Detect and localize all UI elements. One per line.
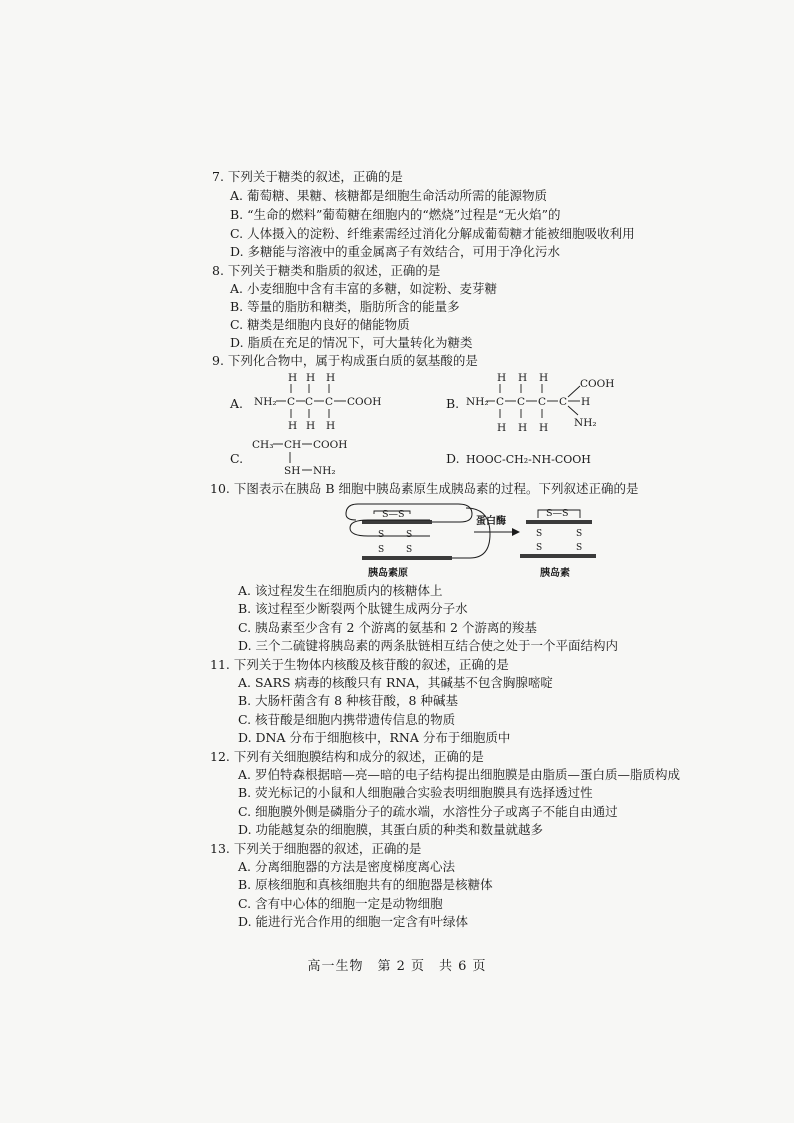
proinsulin-c-peptide-top bbox=[346, 504, 472, 522]
proinsulin-s1: S bbox=[378, 530, 385, 540]
fb-nh2-right: NH₂ bbox=[574, 417, 597, 429]
fa-h5: H bbox=[306, 420, 316, 432]
q13-option-b: B. 原核细胞和真核细胞共有的细胞器是核糖体 bbox=[238, 877, 493, 892]
fa-cooh: COOH bbox=[347, 396, 382, 408]
q9-option-a-label: A. bbox=[230, 396, 244, 411]
q13-stem: 13. 下列关于细胞器的叙述，正确的是 bbox=[210, 841, 422, 856]
q13-option-c: C. 含有中心体的细胞一定是动物细胞 bbox=[238, 896, 443, 911]
page-footer: 高一生物 第 2 页 共 6 页 bbox=[307, 959, 487, 974]
q7-option-b: B. “生命的燃料”葡萄糖在细胞内的“燃烧”过程是“无火焰”的 bbox=[230, 207, 561, 222]
q12-stem: 12. 下列有关细胞膜结构和成分的叙述，正确的是 bbox=[210, 749, 484, 764]
fb-h3: H bbox=[539, 372, 549, 384]
fc-cooh: COOH bbox=[313, 439, 348, 451]
q10-proinsulin-diagram bbox=[340, 500, 600, 580]
proinsulin-s3: S bbox=[406, 530, 413, 540]
q7-option-d: D. 多糖能与溶液中的重金属离子有效结合，可用于净化污水 bbox=[230, 244, 561, 259]
q10-stem: 10. 下图表示在胰岛 B 细胞中胰岛素原生成胰岛素的过程。下列叙述正确的是 bbox=[210, 481, 639, 496]
fb-c1: C bbox=[496, 396, 505, 408]
proinsulin-s4: S bbox=[406, 545, 413, 555]
q8-option-c: C. 糖类是细胞内良好的储能物质 bbox=[230, 317, 410, 332]
q9-formula-c bbox=[248, 436, 358, 478]
fa-h6: H bbox=[326, 420, 336, 432]
proinsulin-ss-label: S—S bbox=[382, 509, 405, 520]
q9-stem: 9. 下列化合物中，属于构成蛋白质的氨基酸的是 bbox=[212, 353, 478, 368]
insulin-s3: S bbox=[576, 529, 583, 539]
q8-option-a: A. 小麦细胞中含有丰富的多糖，如淀粉、麦芽糖 bbox=[230, 281, 497, 296]
q11-stem: 11. 下列关于生物体内核酸及核苷酸的叙述，正确的是 bbox=[210, 657, 509, 672]
q12-option-b: B. 荧光标记的小鼠和人细胞融合实验表明细胞膜具有选择透过性 bbox=[238, 785, 593, 800]
fb-h2: H bbox=[518, 372, 528, 384]
q7-stem: 7. 下列关于糖类的叙述，正确的是 bbox=[212, 169, 403, 184]
fb-h1: H bbox=[497, 372, 507, 384]
q12-option-c: C. 细胞膜外侧是磷脂分子的疏水端，水溶性分子或离子不能自由通过 bbox=[238, 804, 618, 819]
fc-ch3: CH₃ bbox=[252, 439, 274, 451]
q9-option-b-label: B. bbox=[446, 396, 460, 411]
fa-c3: C bbox=[325, 396, 334, 408]
q10-option-c: C. 胰岛素至少含有 2 个游离的氨基和 2 个游离的羧基 bbox=[238, 620, 537, 635]
fb-c3: C bbox=[538, 396, 547, 408]
fa-nh2: NH₂ bbox=[254, 396, 277, 408]
q8-option-b: B. 等量的脂肪和糖类，脂肪所含的能量多 bbox=[230, 299, 460, 314]
fc-ch: CH bbox=[284, 439, 302, 451]
q10-option-d: D. 三个二硫键将胰岛素的两条肽链相互结合使之处于一个平面结构内 bbox=[238, 638, 619, 653]
insulin-s2: S bbox=[536, 543, 543, 553]
fa-h1: H bbox=[288, 372, 298, 384]
q11-option-a: A. SARS 病毒的核酸只有 RNA，其碱基不包含胸腺嘧啶 bbox=[238, 675, 553, 690]
fa-c1: C bbox=[287, 396, 296, 408]
proinsulin-label: 胰岛素原 bbox=[368, 568, 408, 579]
fb-h-right: H bbox=[581, 396, 591, 408]
insulin-label: 胰岛素 bbox=[540, 568, 570, 579]
fc-sh: SH bbox=[284, 465, 301, 477]
protease-label: 蛋白酶 bbox=[476, 516, 506, 527]
fb-c2: C bbox=[517, 396, 526, 408]
proinsulin-a-chain bbox=[362, 520, 432, 524]
q9-formula-b bbox=[464, 370, 614, 434]
fa-h3: H bbox=[326, 372, 336, 384]
q11-option-b: B. 大肠杆菌含有 8 种核苷酸，8 种碱基 bbox=[238, 693, 458, 708]
fb-c4: C bbox=[559, 396, 568, 408]
insulin-a-chain bbox=[526, 520, 592, 524]
q13-option-a: A. 分离细胞器的方法是密度梯度离心法 bbox=[238, 859, 455, 874]
q9-formula-a bbox=[250, 370, 390, 432]
q9-option-c-label: C. bbox=[230, 451, 244, 466]
insulin-s4: S bbox=[576, 543, 583, 553]
q7-option-a: A. 葡萄糖、果糖、核糖都是细胞生命活动所需的能源物质 bbox=[230, 188, 547, 203]
proinsulin-s2: S bbox=[378, 545, 385, 555]
q9-option-d-formula: HOOC-CH₂-NH-COOH bbox=[466, 453, 591, 466]
q11-option-c: C. 核苷酸是细胞内携带遗传信息的物质 bbox=[238, 712, 456, 727]
fb-nh2: NH₂ bbox=[466, 396, 489, 408]
fc-nh2: NH₂ bbox=[313, 465, 336, 477]
fa-h2: H bbox=[306, 372, 316, 384]
proinsulin-b-chain bbox=[362, 556, 452, 560]
insulin-b-chain bbox=[520, 554, 596, 558]
fa-h4: H bbox=[288, 420, 298, 432]
insulin-s1: S bbox=[536, 529, 543, 539]
fb-h5: H bbox=[518, 422, 528, 434]
q9-option-d-label: D. bbox=[446, 451, 460, 466]
q7-option-c: C. 人体摄入的淀粉、纤维素需经过消化分解成葡萄糖才能被细胞吸收利用 bbox=[230, 226, 635, 241]
q10-option-b: B. 该过程至少断裂两个肽键生成两分子水 bbox=[238, 601, 468, 616]
insulin-ss-label: S—S bbox=[546, 508, 569, 519]
q11-option-d: D. DNA 分布于细胞核中，RNA 分布于细胞质中 bbox=[238, 730, 511, 745]
process-arrow-head bbox=[512, 528, 520, 536]
q12-option-a: A. 罗伯特森根据暗—亮—暗的电子结构提出细胞膜是由脂质—蛋白质—脂质构成 bbox=[238, 767, 680, 782]
fa-c2: C bbox=[305, 396, 314, 408]
q13-option-d: D. 能进行光合作用的细胞一定含有叶绿体 bbox=[238, 914, 469, 929]
q8-option-d: D. 脂质在充足的情况下，可大量转化为糖类 bbox=[230, 335, 473, 350]
fb-cooh: COOH bbox=[580, 378, 614, 390]
q10-option-a: A. 该过程发生在细胞质内的核糖体上 bbox=[238, 583, 443, 598]
fb-h4: H bbox=[497, 422, 507, 434]
q12-option-d: D. 功能越复杂的细胞膜，其蛋白质的种类和数量就越多 bbox=[238, 822, 544, 837]
q8-stem: 8. 下列关于糖类和脂质的叙述，正确的是 bbox=[212, 263, 441, 278]
fb-h6: H bbox=[539, 422, 549, 434]
